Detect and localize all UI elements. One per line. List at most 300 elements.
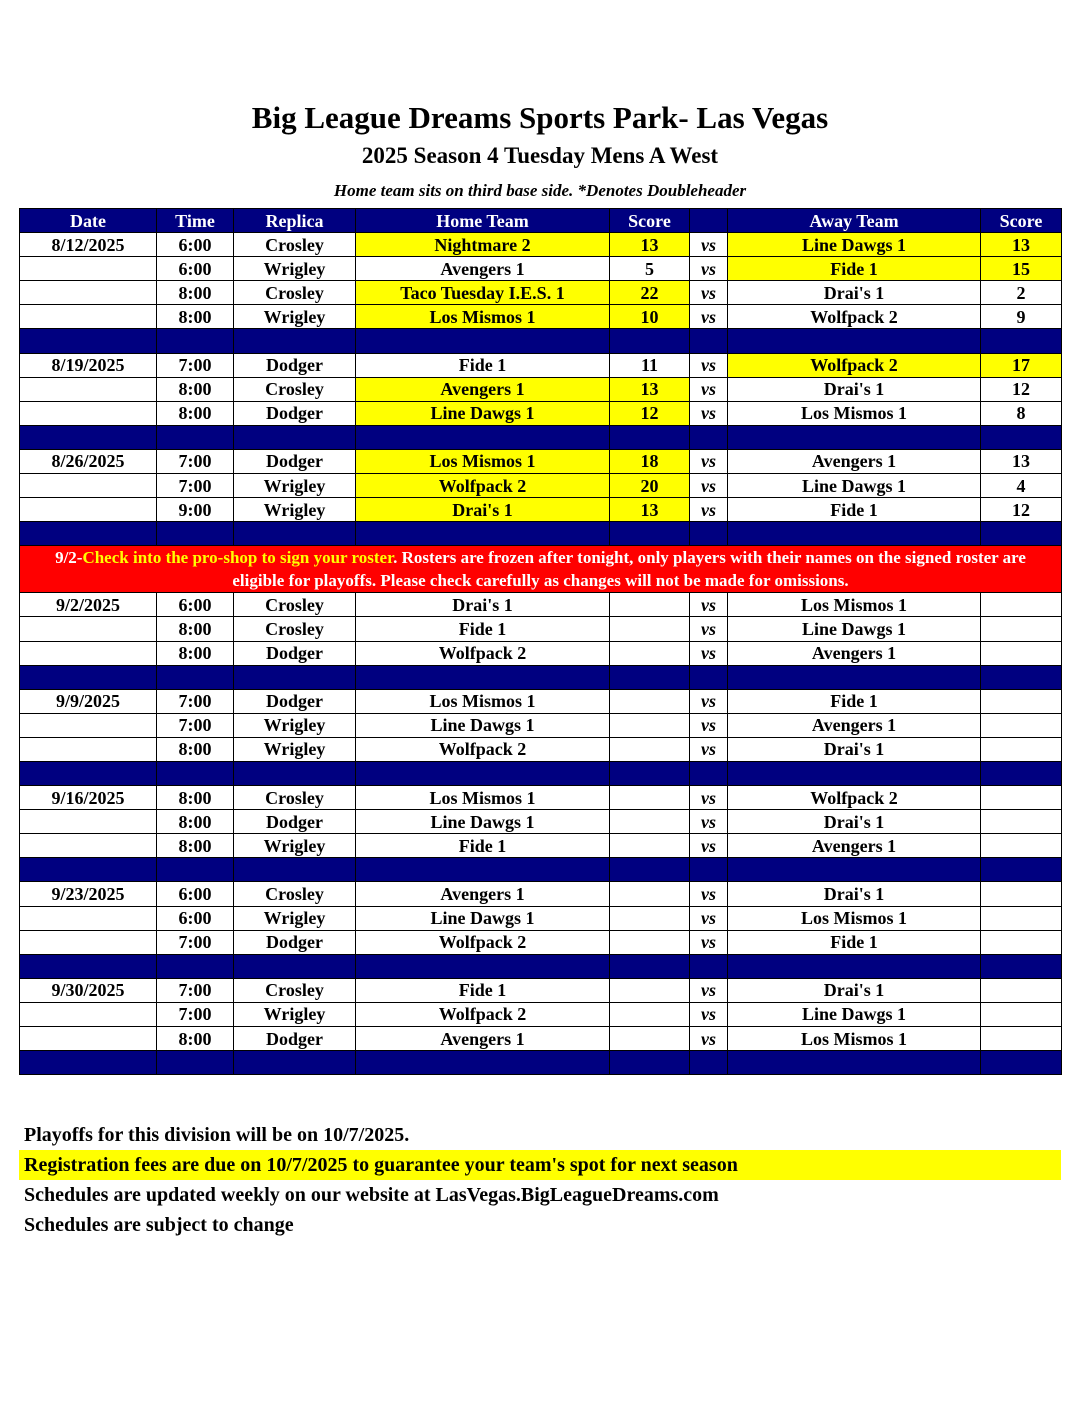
separator-cell — [728, 425, 981, 449]
separator-cell — [157, 425, 234, 449]
game-time: 6:00 — [157, 257, 234, 281]
separator-cell — [981, 858, 1062, 882]
col-time-header: Time — [157, 209, 234, 233]
game-row — [20, 498, 1062, 522]
separator-row — [20, 329, 1062, 353]
away-score — [981, 713, 1062, 737]
home-score — [610, 906, 690, 930]
vs-label: vs — [690, 978, 728, 1002]
home-team: Wolfpack 2 — [356, 930, 610, 954]
away-team: Avengers 1 — [728, 834, 981, 858]
away-team: Avengers 1 — [728, 641, 981, 665]
separator-cell — [157, 858, 234, 882]
website-note: Schedules are updated weekly on our website at LasVegas.BigLeagueDreams.com — [24, 1184, 719, 1206]
separator-cell — [981, 954, 1062, 978]
game-field: Crosley — [234, 617, 356, 641]
home-score: 5 — [610, 257, 690, 281]
game-time: 6:00 — [157, 233, 234, 257]
game-field: Dodger — [234, 689, 356, 713]
game-time: 7:00 — [157, 474, 234, 498]
away-score — [981, 978, 1062, 1002]
game-row — [20, 377, 1062, 401]
vs-label: vs — [690, 474, 728, 498]
separator-cell — [20, 858, 157, 882]
game-date — [20, 1027, 157, 1051]
away-score — [981, 834, 1062, 858]
home-score: 13 — [610, 377, 690, 401]
separator-cell — [356, 329, 610, 353]
away-score: 13 — [981, 233, 1062, 257]
vs-label: vs — [690, 1027, 728, 1051]
away-score: 17 — [981, 353, 1062, 377]
home-score — [610, 882, 690, 906]
schedule-table — [19, 208, 1062, 1075]
page-title: Big League Dreams Sports Park- Las Vegas — [251, 100, 829, 135]
header-row — [20, 209, 1062, 233]
game-date — [20, 377, 157, 401]
game-row — [20, 617, 1062, 641]
game-time: 8:00 — [157, 641, 234, 665]
game-date: 9/23/2025 — [20, 882, 157, 906]
vs-label: vs — [690, 377, 728, 401]
away-team: Line Dawgs 1 — [728, 617, 981, 641]
separator-cell — [356, 954, 610, 978]
separator-cell — [690, 522, 728, 546]
separator-cell — [690, 1051, 728, 1075]
game-date — [20, 906, 157, 930]
separator-cell — [981, 329, 1062, 353]
roster-notice-row — [20, 546, 1062, 593]
game-date — [20, 257, 157, 281]
away-score — [981, 906, 1062, 930]
col-home-team-header: Home Team — [356, 209, 610, 233]
game-date — [20, 281, 157, 305]
vs-label: vs — [690, 737, 728, 761]
home-team: Drai's 1 — [356, 593, 610, 617]
col-vs-header — [690, 209, 728, 233]
away-score — [981, 1002, 1062, 1026]
game-row — [20, 257, 1062, 281]
vs-label: vs — [690, 834, 728, 858]
game-date: 9/2/2025 — [20, 593, 157, 617]
separator-cell — [234, 761, 356, 785]
home-score: 10 — [610, 305, 690, 329]
game-field: Dodger — [234, 1027, 356, 1051]
home-team: Wolfpack 2 — [356, 1002, 610, 1026]
game-field: Crosley — [234, 593, 356, 617]
home-score: 20 — [610, 474, 690, 498]
separator-cell — [981, 665, 1062, 689]
home-team: Fide 1 — [356, 834, 610, 858]
vs-label: vs — [690, 713, 728, 737]
away-score: 2 — [981, 281, 1062, 305]
home-team: Fide 1 — [356, 617, 610, 641]
vs-label: vs — [690, 689, 728, 713]
home-score — [610, 1027, 690, 1051]
home-score: 18 — [610, 449, 690, 473]
separator-cell — [610, 522, 690, 546]
game-field: Crosley — [234, 882, 356, 906]
game-field: Wrigley — [234, 305, 356, 329]
home-score — [610, 617, 690, 641]
game-date: 8/12/2025 — [20, 233, 157, 257]
away-score — [981, 930, 1062, 954]
game-row — [20, 281, 1062, 305]
away-score — [981, 1027, 1062, 1051]
separator-cell — [728, 329, 981, 353]
game-row — [20, 882, 1062, 906]
game-date — [20, 930, 157, 954]
home-score — [610, 810, 690, 834]
away-team: Drai's 1 — [728, 377, 981, 401]
separator-cell — [728, 761, 981, 785]
vs-label: vs — [690, 401, 728, 425]
away-score — [981, 786, 1062, 810]
vs-label: vs — [690, 257, 728, 281]
separator-cell — [610, 761, 690, 785]
separator-cell — [728, 522, 981, 546]
away-team: Drai's 1 — [728, 978, 981, 1002]
home-team: Fide 1 — [356, 353, 610, 377]
separator-cell — [20, 954, 157, 978]
game-row — [20, 401, 1062, 425]
separator-row — [20, 858, 1062, 882]
away-team: Line Dawgs 1 — [728, 474, 981, 498]
separator-row — [20, 1051, 1062, 1075]
game-date — [20, 713, 157, 737]
game-field: Dodger — [234, 401, 356, 425]
col-date-header: Date — [20, 209, 157, 233]
separator-cell — [356, 522, 610, 546]
game-date: 8/26/2025 — [20, 449, 157, 473]
roster-notice — [20, 546, 1062, 593]
home-score — [610, 834, 690, 858]
away-score — [981, 593, 1062, 617]
separator-cell — [728, 665, 981, 689]
home-team: Nightmare 2 — [356, 233, 610, 257]
vs-label: vs — [690, 930, 728, 954]
schedule-note: Home team sits on third base side. *Denotes Doubleheader — [333, 181, 747, 200]
home-score — [610, 689, 690, 713]
separator-cell — [728, 858, 981, 882]
notice-rest: . Rosters are frozen after tonight, only players with their names on the signed roster are eligible for playoffs. Please check carefully as changes will not be made for omissions. — [232, 548, 1026, 591]
game-time: 8:00 — [157, 281, 234, 305]
home-team: Avengers 1 — [356, 377, 610, 401]
away-score — [981, 737, 1062, 761]
game-time: 9:00 — [157, 498, 234, 522]
separator-cell — [356, 665, 610, 689]
separator-cell — [157, 954, 234, 978]
home-score — [610, 641, 690, 665]
home-score — [610, 593, 690, 617]
col-away-team-header: Away Team — [728, 209, 981, 233]
vs-label: vs — [690, 786, 728, 810]
notice-lead: 9/2- — [55, 548, 83, 568]
home-score: 11 — [610, 353, 690, 377]
schedule-body — [20, 233, 1062, 1075]
away-score: 8 — [981, 401, 1062, 425]
page-subtitle: 2025 Season 4 Tuesday Mens A West — [361, 143, 719, 168]
game-time: 7:00 — [157, 689, 234, 713]
separator-row — [20, 954, 1062, 978]
away-score: 4 — [981, 474, 1062, 498]
home-team: Taco Tuesday I.E.S. 1 — [356, 281, 610, 305]
home-team: Line Dawgs 1 — [356, 401, 610, 425]
game-date — [20, 617, 157, 641]
game-field: Crosley — [234, 786, 356, 810]
home-score: 13 — [610, 233, 690, 257]
separator-row — [20, 761, 1062, 785]
separator-row — [20, 522, 1062, 546]
separator-cell — [157, 1051, 234, 1075]
vs-label: vs — [690, 906, 728, 930]
game-time: 6:00 — [157, 906, 234, 930]
away-score: 13 — [981, 449, 1062, 473]
separator-cell — [157, 665, 234, 689]
separator-cell — [234, 858, 356, 882]
home-team: Los Mismos 1 — [356, 449, 610, 473]
separator-cell — [610, 954, 690, 978]
home-score: 12 — [610, 401, 690, 425]
away-score — [981, 810, 1062, 834]
game-time: 8:00 — [157, 1027, 234, 1051]
registration-note: Registration fees are due on 10/7/2025 to guarantee your team's spot for next season — [19, 1150, 1061, 1180]
separator-cell — [20, 329, 157, 353]
away-score — [981, 641, 1062, 665]
game-field: Dodger — [234, 930, 356, 954]
away-score — [981, 882, 1062, 906]
vs-label: vs — [690, 810, 728, 834]
separator-row — [20, 665, 1062, 689]
game-date: 9/9/2025 — [20, 689, 157, 713]
home-score — [610, 1002, 690, 1026]
home-score — [610, 786, 690, 810]
game-row — [20, 1002, 1062, 1026]
game-date — [20, 474, 157, 498]
col-replica-header: Replica — [234, 209, 356, 233]
separator-cell — [234, 665, 356, 689]
game-row — [20, 353, 1062, 377]
game-row — [20, 305, 1062, 329]
away-score — [981, 689, 1062, 713]
vs-label: vs — [690, 449, 728, 473]
away-team: Fide 1 — [728, 689, 981, 713]
home-team: Avengers 1 — [356, 882, 610, 906]
game-time: 8:00 — [157, 810, 234, 834]
separator-cell — [690, 761, 728, 785]
game-date — [20, 401, 157, 425]
game-field: Wrigley — [234, 906, 356, 930]
separator-cell — [981, 522, 1062, 546]
separator-cell — [690, 425, 728, 449]
separator-cell — [20, 522, 157, 546]
separator-cell — [690, 329, 728, 353]
away-team: Line Dawgs 1 — [728, 1002, 981, 1026]
separator-cell — [356, 425, 610, 449]
game-row — [20, 593, 1062, 617]
game-row — [20, 906, 1062, 930]
separator-cell — [728, 954, 981, 978]
game-time: 8:00 — [157, 377, 234, 401]
game-row — [20, 786, 1062, 810]
game-row — [20, 689, 1062, 713]
away-score: 12 — [981, 498, 1062, 522]
separator-cell — [20, 761, 157, 785]
away-team: Drai's 1 — [728, 281, 981, 305]
separator-cell — [20, 425, 157, 449]
change-note: Schedules are subject to change — [24, 1214, 294, 1236]
game-row — [20, 930, 1062, 954]
vs-label: vs — [690, 617, 728, 641]
game-date — [20, 1002, 157, 1026]
game-time: 6:00 — [157, 593, 234, 617]
game-field: Dodger — [234, 449, 356, 473]
home-team: Avengers 1 — [356, 257, 610, 281]
away-team: Fide 1 — [728, 930, 981, 954]
game-row — [20, 834, 1062, 858]
separator-cell — [356, 761, 610, 785]
game-field: Dodger — [234, 810, 356, 834]
away-team: Los Mismos 1 — [728, 593, 981, 617]
away-team: Wolfpack 2 — [728, 305, 981, 329]
vs-label: vs — [690, 353, 728, 377]
away-score: 12 — [981, 377, 1062, 401]
game-date: 9/16/2025 — [20, 786, 157, 810]
game-time: 7:00 — [157, 930, 234, 954]
separator-cell — [20, 665, 157, 689]
separator-cell — [356, 1051, 610, 1075]
away-score — [981, 617, 1062, 641]
separator-cell — [981, 425, 1062, 449]
game-time: 8:00 — [157, 834, 234, 858]
game-row — [20, 978, 1062, 1002]
game-field: Wrigley — [234, 713, 356, 737]
away-team: Los Mismos 1 — [728, 1027, 981, 1051]
notice-emphasis: Check into the pro-shop to sign your roster — [82, 548, 394, 568]
game-field: Wrigley — [234, 257, 356, 281]
away-team: Avengers 1 — [728, 449, 981, 473]
away-team: Los Mismos 1 — [728, 906, 981, 930]
game-field: Wrigley — [234, 474, 356, 498]
separator-cell — [157, 522, 234, 546]
home-team: Los Mismos 1 — [356, 689, 610, 713]
game-date — [20, 834, 157, 858]
game-row — [20, 449, 1062, 473]
away-team: Drai's 1 — [728, 737, 981, 761]
vs-label: vs — [690, 498, 728, 522]
home-team: Drai's 1 — [356, 498, 610, 522]
home-team: Fide 1 — [356, 978, 610, 1002]
game-row — [20, 641, 1062, 665]
away-team: Line Dawgs 1 — [728, 233, 981, 257]
away-team: Los Mismos 1 — [728, 401, 981, 425]
separator-cell — [234, 1051, 356, 1075]
away-team: Avengers 1 — [728, 713, 981, 737]
game-field: Crosley — [234, 377, 356, 401]
game-date — [20, 641, 157, 665]
vs-label: vs — [690, 233, 728, 257]
home-team: Line Dawgs 1 — [356, 713, 610, 737]
game-field: Wrigley — [234, 834, 356, 858]
away-team: Wolfpack 2 — [728, 786, 981, 810]
home-team: Line Dawgs 1 — [356, 906, 610, 930]
game-date — [20, 810, 157, 834]
game-field: Dodger — [234, 641, 356, 665]
game-time: 7:00 — [157, 353, 234, 377]
separator-cell — [234, 425, 356, 449]
away-team: Wolfpack 2 — [728, 353, 981, 377]
home-team: Line Dawgs 1 — [356, 810, 610, 834]
separator-cell — [610, 425, 690, 449]
away-score: 9 — [981, 305, 1062, 329]
game-date: 9/30/2025 — [20, 978, 157, 1002]
game-time: 7:00 — [157, 978, 234, 1002]
game-field: Crosley — [234, 281, 356, 305]
home-team: Wolfpack 2 — [356, 737, 610, 761]
separator-cell — [690, 665, 728, 689]
game-date — [20, 737, 157, 761]
separator-cell — [981, 761, 1062, 785]
separator-cell — [610, 665, 690, 689]
away-team: Fide 1 — [728, 498, 981, 522]
away-team: Fide 1 — [728, 257, 981, 281]
home-score — [610, 737, 690, 761]
vs-label: vs — [690, 305, 728, 329]
separator-cell — [234, 329, 356, 353]
home-team: Wolfpack 2 — [356, 641, 610, 665]
separator-cell — [981, 1051, 1062, 1075]
game-field: Dodger — [234, 353, 356, 377]
away-team: Drai's 1 — [728, 810, 981, 834]
separator-cell — [157, 761, 234, 785]
vs-label: vs — [690, 641, 728, 665]
home-team: Los Mismos 1 — [356, 786, 610, 810]
separator-row — [20, 425, 1062, 449]
col-away-score-header: Score — [981, 209, 1062, 233]
game-row — [20, 1027, 1062, 1051]
game-date: 8/19/2025 — [20, 353, 157, 377]
game-field: Crosley — [234, 978, 356, 1002]
game-time: 8:00 — [157, 401, 234, 425]
game-row — [20, 233, 1062, 257]
game-time: 8:00 — [157, 305, 234, 329]
vs-label: vs — [690, 882, 728, 906]
game-field: Crosley — [234, 233, 356, 257]
away-score: 15 — [981, 257, 1062, 281]
game-row — [20, 810, 1062, 834]
separator-cell — [234, 954, 356, 978]
separator-cell — [690, 858, 728, 882]
vs-label: vs — [690, 281, 728, 305]
separator-cell — [234, 522, 356, 546]
game-time: 7:00 — [157, 1002, 234, 1026]
game-time: 8:00 — [157, 617, 234, 641]
home-score: 13 — [610, 498, 690, 522]
separator-cell — [728, 1051, 981, 1075]
game-row — [20, 474, 1062, 498]
game-time: 8:00 — [157, 786, 234, 810]
separator-cell — [356, 858, 610, 882]
game-time: 7:00 — [157, 713, 234, 737]
game-field: Wrigley — [234, 1002, 356, 1026]
home-score — [610, 930, 690, 954]
vs-label: vs — [690, 593, 728, 617]
game-field: Wrigley — [234, 737, 356, 761]
game-time: 8:00 — [157, 737, 234, 761]
separator-cell — [157, 329, 234, 353]
separator-cell — [20, 1051, 157, 1075]
game-date — [20, 498, 157, 522]
